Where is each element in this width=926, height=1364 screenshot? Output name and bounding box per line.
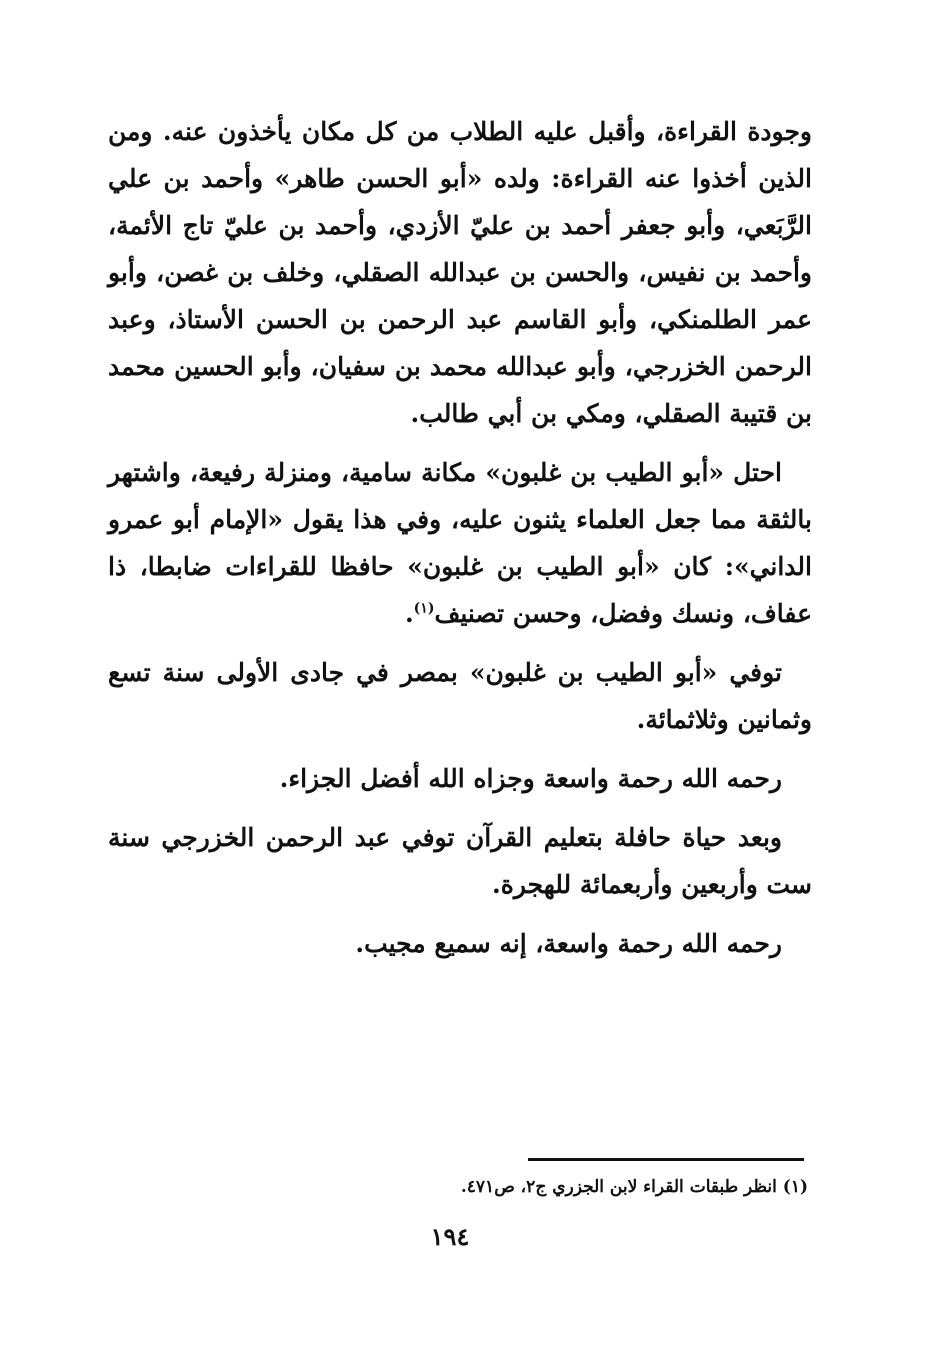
- paragraph-4: رحمه الله رحمة واسعة وجزاه الله أفضل الجزاء.: [279, 764, 782, 793]
- paragraph-3: توفي «أبو الطيب بن غلبون» بمصر في جادى الأولى سنة تسع وثمانين وثلاثمائة.: [108, 658, 812, 734]
- body-text: [108, 108, 812, 967]
- paragraph-2-text: احتل «أبو الطيب بن غلبون» مكانة سامية، ومنزلة رفيعة، واشتهر بالثقة مما جعل العلماء يثنون عليه، وفي هذا يقول «الإمام أبو عمرو الداني»: كان «أبو الطيب بن غلبون» حافظا للقراءات ضابطا، ذا عفاف، ونسك وفضل، وحسن تصنيف: [108, 458, 812, 628]
- paragraph-2: [108, 449, 812, 637]
- footnote-reference: (١): [413, 600, 435, 617]
- paragraph-2-end: .: [404, 599, 414, 628]
- paragraph-6: رحمه الله رحمة واسعة، إنه سميع مجيب.: [355, 929, 782, 958]
- page-number: ١٩٤: [430, 1222, 470, 1251]
- footnote-divider: [528, 1158, 804, 1161]
- paragraph-5: وبعد حياة حافلة بتعليم القرآن توفي عبد الرحمن الخزرجي سنة ست وأربعين وأربعمائة للهجرة.: [108, 823, 812, 899]
- paragraph-1: وجودة القراءة، وأقبل عليه الطلاب من كل مكان يأخذون عنه. ومن الذين أخذوا عنه القراءة: ولده «أبو الحسن طاهر» وأحمد بن علي الرَّبَعي، وأبو جعفر أحمد بن عليّ الأزدي، وأحمد بن عليّ تاج الأئمة، وأحمد بن نفيس، والحسن بن عبدالله الصقلي، وخلف بن غصن، وأبو عمر الطلمنكي، وأبو القاسم عبد الرحمن بن الحسن الأستاذ، وعبد الرحمن الخزرجي، وأبو عبدالله محمد بن سفيان، وأبو الحسين محمد بن قتيبة الصقلي، ومكي بن أبي طالب.: [108, 117, 812, 428]
- footnote: (١) انظر طبقات القراء لابن الجزري ج٢، ص٤٧١.: [460, 1177, 808, 1197]
